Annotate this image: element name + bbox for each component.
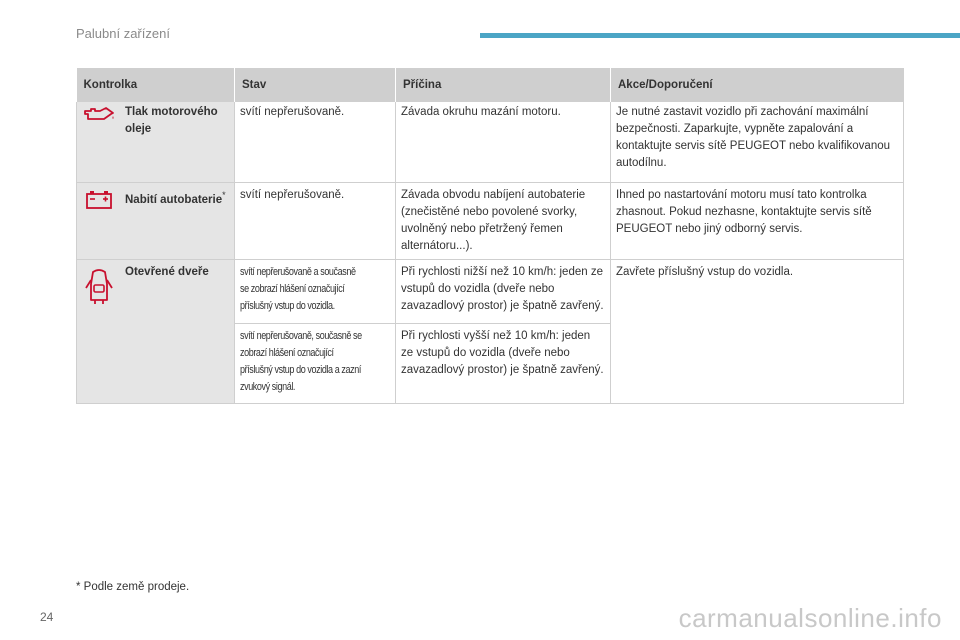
battery-icon <box>84 189 114 211</box>
footnote-mark: * <box>222 189 226 200</box>
status-cell <box>235 259 396 323</box>
icon-cell <box>77 259 122 403</box>
watermark: carmanualsonline.info <box>678 603 942 633</box>
table-row <box>77 259 904 323</box>
cause-cell: Při rychlosti nižší než 10 km/h: jeden ze vstupů do vozidla (dveře nebo zavazadlový prostor) je špatně zavřený. <box>396 259 611 323</box>
cause-cell: Závada okruhu mazání motoru. <box>396 102 611 182</box>
icon-cell <box>77 102 122 182</box>
column-header-akce: Akce/Doporučení <box>611 68 904 102</box>
warning-name: Tlak motorového oleje <box>121 102 235 182</box>
page-number: 24 <box>40 610 54 624</box>
column-header-stav: Stav <box>235 68 396 102</box>
column-header-pricina: Příčina <box>396 68 611 102</box>
table-row <box>77 182 904 259</box>
footnote: * Podle země prodeje. <box>76 581 190 593</box>
icon-cell <box>77 182 122 259</box>
cause-cell: Při rychlosti vyšší než 10 km/h: jeden ze vstupů do vozidla (dveře nebo zavazadlový prostor) je špatně zavřený. <box>396 323 611 403</box>
status-text: svítí nepřerušovaně a současně se zobrazí hlášení označující příslušný vstup do vozidla. <box>240 265 356 312</box>
header-rule <box>480 33 960 38</box>
status-text: svítí nepřerušovaně, současně se zobrazí hlášení označující příslušný vstup do vozidla a zazní zvukový signál. <box>240 329 362 393</box>
open-door-icon <box>84 266 114 306</box>
page-header-title: Palubní zařízení <box>76 26 170 41</box>
table-row <box>77 102 904 182</box>
action-cell: Zavřete příslušný vstup do vozidla. <box>611 259 904 403</box>
status-cell: svítí nepřerušovaně. <box>235 182 396 259</box>
warning-name: Otevřené dveře <box>121 259 235 403</box>
warning-lights-table <box>76 68 904 404</box>
status-cell: svítí nepřerušovaně. <box>235 102 396 182</box>
column-header-kontrolka: Kontrolka <box>77 68 235 102</box>
warning-name-cell <box>121 182 235 259</box>
oil-can-icon <box>82 104 116 124</box>
action-cell: Ihned po nastartování motoru musí tato kontrolka zhasnout. Pokud nezhasne, kontaktujte servis sítě PEUGEOT nebo jiný odborný servis. <box>611 182 904 259</box>
warning-name: Nabití autobaterie <box>125 193 223 206</box>
cause-cell: Závada obvodu nabíjení autobaterie (znečistěné nebo povolené svorky, uvolněný nebo přetržený řemen alternátoru...). <box>396 182 611 259</box>
table-header-row <box>77 68 904 102</box>
status-cell <box>235 323 396 403</box>
action-cell: Je nutné zastavit vozidlo při zachování maximální bezpečnosti. Zaparkujte, vypněte zapalování a kontaktujte servis sítě PEUGEOT nebo kvalifikovanou autodílnu. <box>611 102 904 182</box>
